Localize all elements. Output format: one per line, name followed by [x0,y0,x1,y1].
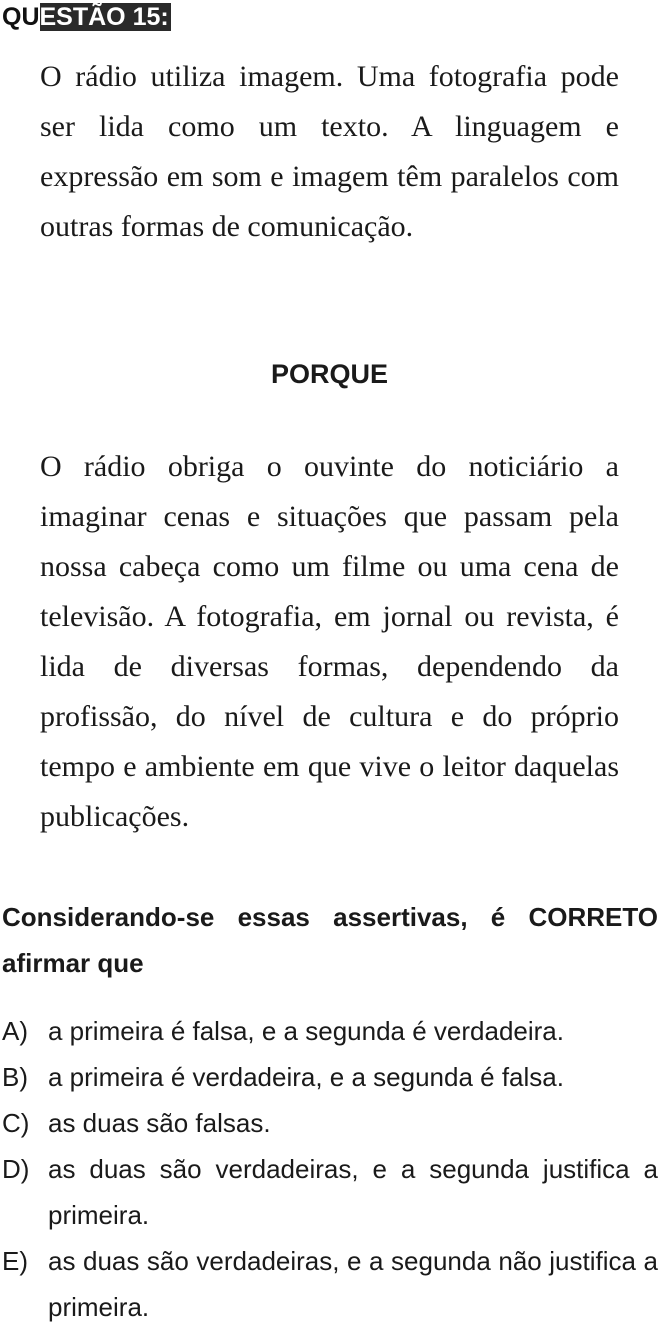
option-text: as duas são verdadeiras, e a segunda justifica a primeira. [48,1154,658,1230]
option-text: a primeira é falsa, e a segunda é verdadeira. [48,1016,564,1046]
option-text: as duas são verdadeiras, e a segunda não justifica a primeira. [48,1246,658,1322]
assertion-2: O rádio obriga o ouvinte do noticiário a imaginar cenas e situações que passam pela nossa cabeça como um filme ou uma cena de televisão. A fotografia, em jornal ou revista, é lida de diversas formas, dependendo da profissão, do nível de cultura e do próprio tempo e ambiente em que vive o leitor daquelas publicações. [40,450,619,833]
option-letter: E) [2,1246,28,1276]
option-c[interactable] [2,1100,658,1146]
option-letter: A) [2,1016,28,1046]
option-letter: B) [2,1062,28,1092]
option-text: a primeira é verdadeira, e a segunda é falsa. [48,1062,564,1092]
question-label-highlight: ESTÃO 15: [39,3,169,31]
question-label-prefix: QU [2,3,40,31]
question-number [2,2,171,32]
option-letter: D) [2,1154,30,1184]
connector-porque: PORQUE [270,359,389,389]
option-text: as duas são falsas. [48,1108,271,1138]
option-letter: C) [2,1108,30,1138]
option-d[interactable] [2,1146,658,1238]
option-e[interactable] [2,1238,658,1330]
answer-options [2,1008,658,1330]
question-prompt: Considerando-se essas assertivas, é CORRETO afirmar que [2,902,658,978]
assertion-1: O rádio utiliza imagem. Uma fotografia pode ser lida como um texto. A linguagem e expressão em som e imagem têm paralelos com outras formas de comunicação. [40,60,619,243]
option-b[interactable] [2,1054,658,1100]
option-a[interactable] [2,1008,658,1054]
